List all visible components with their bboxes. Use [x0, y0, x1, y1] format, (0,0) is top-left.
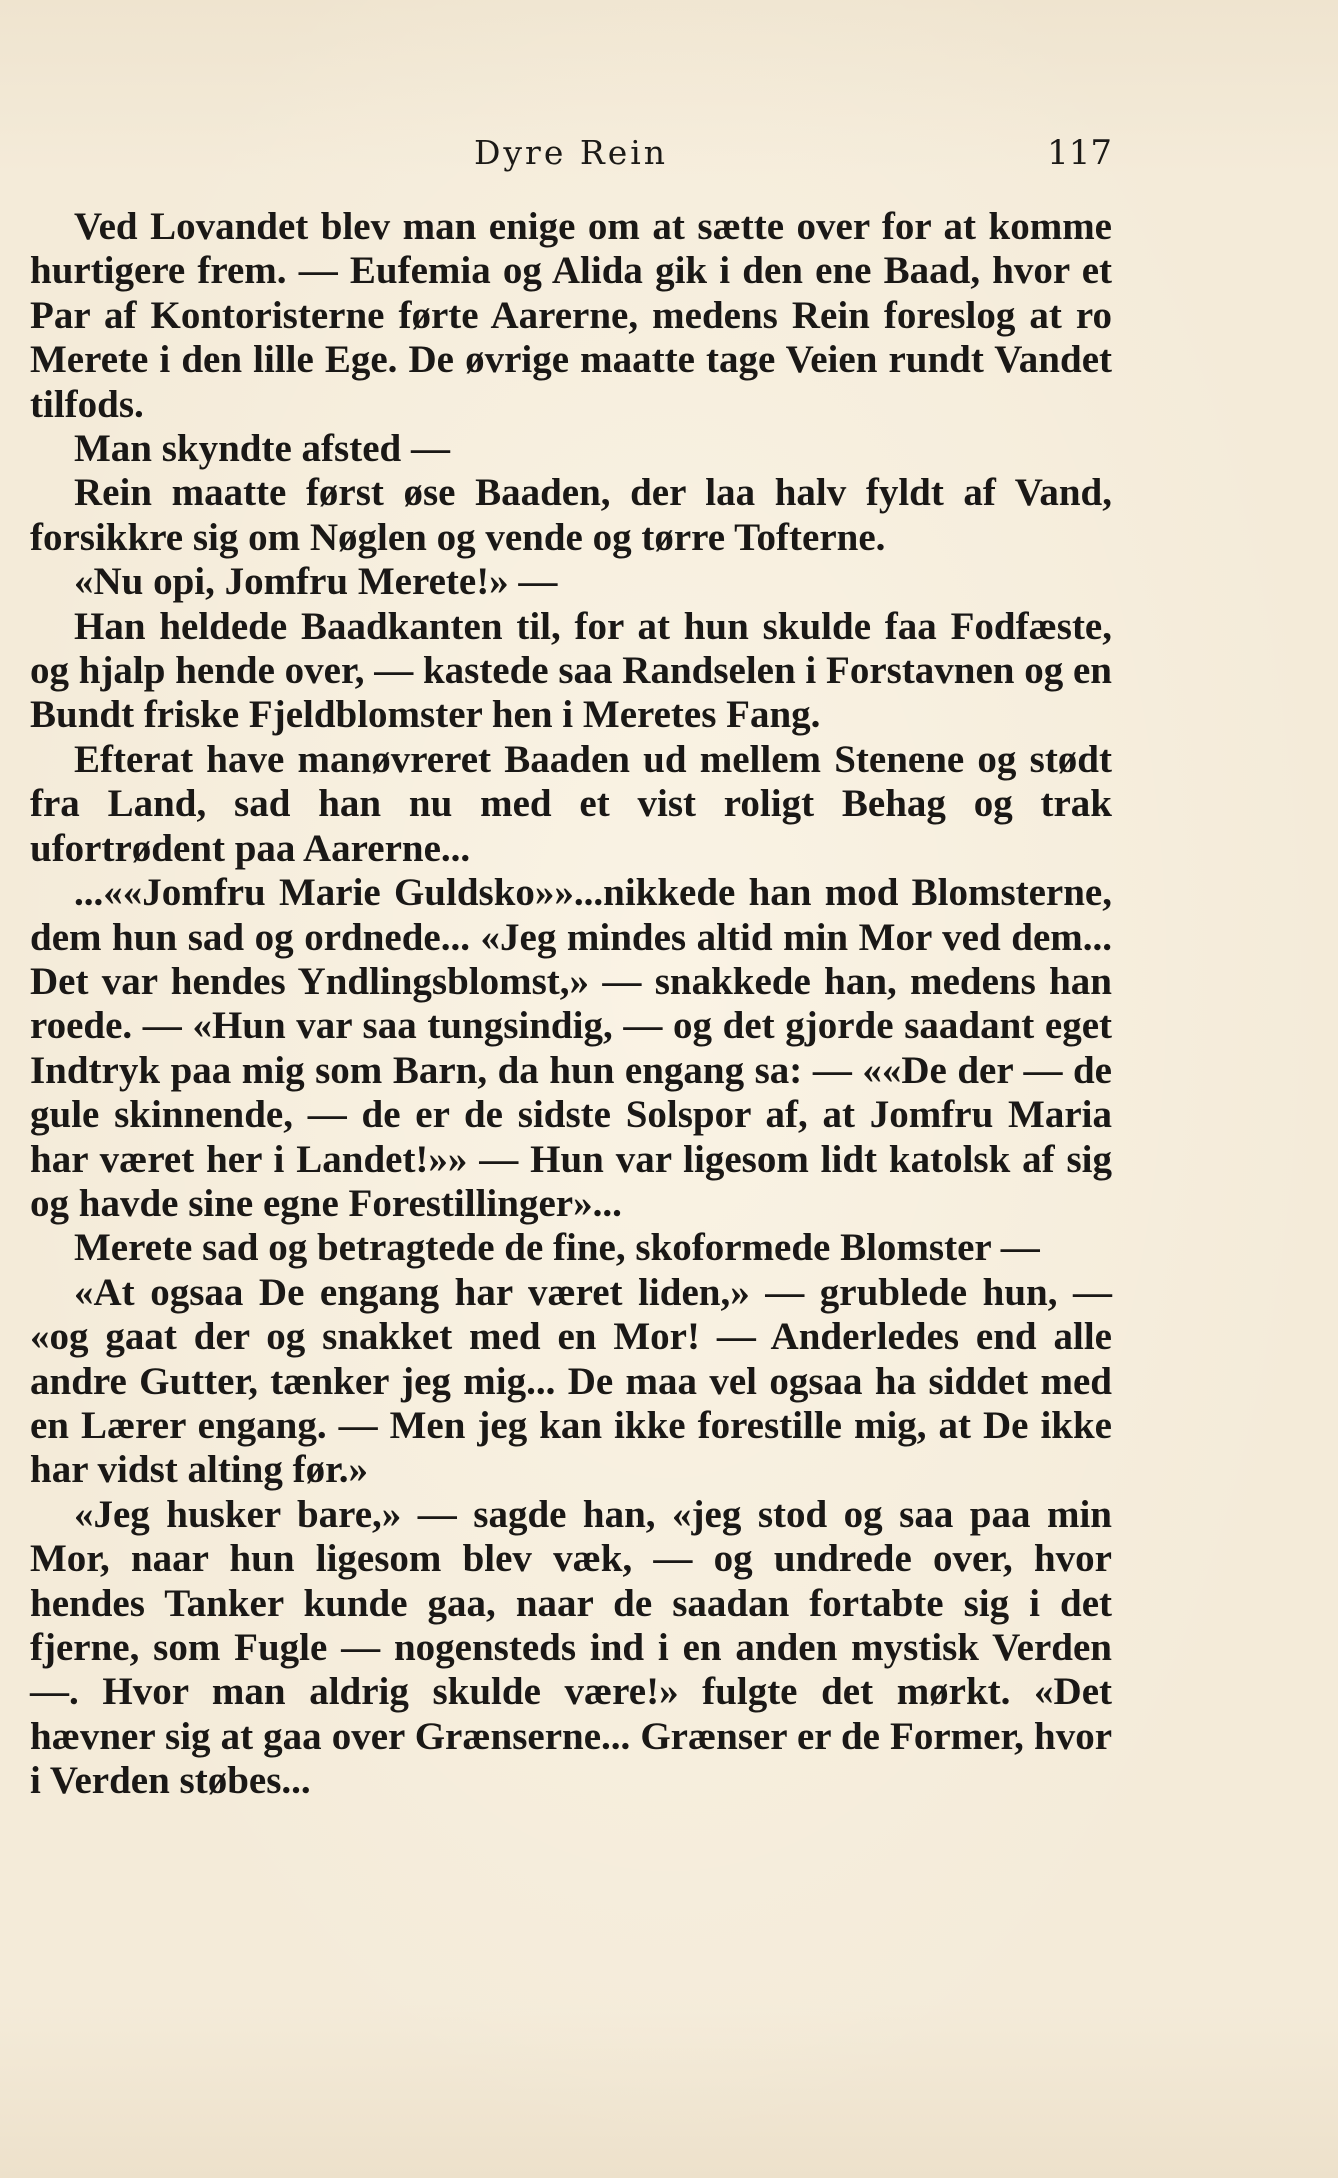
body-text — [30, 205, 1112, 1804]
paragraph: Rein maatte først øse Baaden, der laa halv fyldt af Vand, forsikkre sig om Nøglen og vende og tørre Tofterne. — [30, 471, 1112, 559]
paragraph: «Jeg husker bare,» — sagde han, «jeg stod og saa paa min Mor, naar hun ligesom blev væk, — og undrede over, hvor hendes Tanker kunde gaa, naar de saadan fortabte sig i det fjerne, som Fugle — nogensteds ind i en anden mystisk Verden —. Hvor man aldrig skulde være!» fulgte det mørkt. «Det hævner sig at gaa over Grænserne... Grænser er de Former, hvor i Verden støbes... — [30, 1492, 1112, 1803]
page-number: 117 — [1047, 133, 1112, 173]
paragraph: Man skyndte afsted — — [74, 427, 450, 471]
paragraph: Ved Lovandet blev man enige om at sætte over for at komme hurtigere frem. — Eufemia og Alida gik i den ene Baad, hvor et Par af Kontoristerne førte Aarerne, medens Rein foreslog at ro Merete i den lille Ege. De øvrige maatte tage Veien rundt Vandet tilfods. — [30, 205, 1112, 426]
paragraph: Merete sad og betragtede de fine, skoformede Blomster — — [74, 1226, 1040, 1270]
paragraph: Han heldede Baadkanten til, for at hun skulde faa Fodfæste, og hjalp hende over, — kastede saa Randselen i Forstavnen og en Bundt friske Fjeldblomster hen i Meretes Fang. — [30, 604, 1112, 737]
paragraph: Efterat have manøvreret Baaden ud mellem Stenene og stødt fra Land, sad han nu med et vist roligt Behag og trak ufortrødent paa Aarerne... — [30, 737, 1112, 870]
paragraph: ...««Jomfru Marie Guldsko»»...nikkede han mod Blomsterne, dem hun sad og ordnede... «Jeg mindes altid min Mor ved dem... Det var hendes Yndlingsblomst,» — snakkede han, medens han roede. — «Hun var saa tungsindig, — og det gjorde saadant eget Indtryk paa mig som Barn, da hun engang sa: — ««De der — de gule skinnende, — de er de sidste Solspor af, at Jomfru Maria har været her i Landet!»» — Hun var ligesom lidt katolsk af sig og havde sine egne Forestillinger»... — [30, 871, 1112, 1225]
running-title: Dyre Rein — [473, 133, 669, 172]
paragraph: «Nu opi, Jomfru Merete!» — — [74, 560, 558, 604]
page-header — [30, 128, 1112, 178]
paragraph: «At ogsaa De engang har været liden,» — grublede hun, — «og gaat der og snakket med en Mor! — Anderledes end alle andre Gutter, tænker jeg mig... De maa vel ogsaa ha siddet med en Lærer engang. — Men jeg kan ikke forestille mig, at De ikke har vidst alting før.» — [30, 1270, 1112, 1492]
